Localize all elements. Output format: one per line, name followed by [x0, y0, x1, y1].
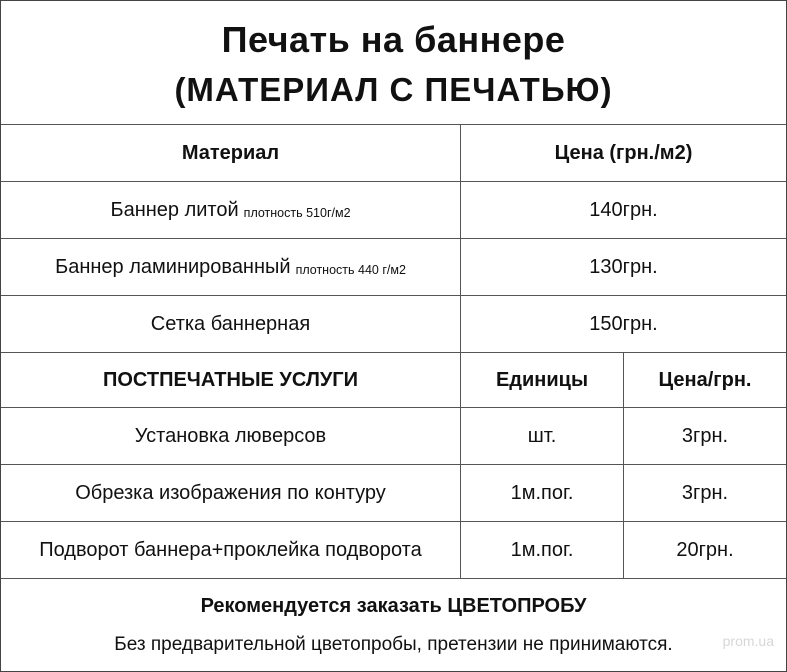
service-name: Подворот баннера+проклейка подворота	[1, 522, 461, 578]
material-row	[1, 182, 786, 239]
service-price: 3грн.	[681, 481, 729, 504]
material-price: 150грн.	[589, 312, 658, 335]
material-name-cell	[1, 296, 461, 352]
service-price: 20грн.	[676, 538, 734, 561]
proof-recommendation: Рекомендуется заказать ЦВЕТОПРОБУ	[200, 595, 587, 617]
claims-disclaimer: Без предварительной цветопробы, претензии не принимаются.	[114, 634, 673, 655]
material-name-cell	[1, 182, 461, 238]
service-name: Обрезка изображения по контуру	[1, 465, 461, 521]
material-name: Баннер ламинированный	[55, 255, 291, 278]
page-subtitle: (МАТЕРИАЛ С ПЕЧАТЬЮ)	[174, 71, 613, 108]
material-density: плотность 510г/м2	[243, 205, 351, 220]
watermark: prom.ua	[722, 633, 774, 649]
service-name: Установка люверсов	[1, 408, 461, 464]
units-column-header: Единицы	[461, 353, 624, 407]
services-header-row	[1, 353, 786, 408]
price-column-header: Цена (грн./м2)	[554, 141, 693, 164]
material-column-header: Материал	[1, 125, 461, 181]
material-row	[1, 239, 786, 296]
material-row	[1, 296, 786, 353]
page-title: Печать на баннере	[221, 19, 566, 60]
material-price: 130грн.	[589, 255, 658, 278]
service-row	[1, 522, 786, 579]
materials-header-row	[1, 125, 786, 182]
service-unit: 1м.пог.	[461, 522, 624, 578]
title-block	[1, 1, 786, 125]
material-name: Сетка баннерная	[150, 312, 311, 335]
service-row	[1, 465, 786, 522]
service-price-column-header: Цена/грн.	[658, 368, 752, 391]
material-name-cell	[1, 239, 461, 295]
service-unit: 1м.пог.	[461, 465, 624, 521]
service-row	[1, 408, 786, 465]
footer-block	[1, 579, 786, 656]
material-density: плотность 440 г/м2	[295, 262, 406, 277]
service-price: 3грн.	[681, 424, 729, 447]
material-price: 140грн.	[589, 198, 658, 221]
services-column-header: ПОСТПЕЧАТНЫЕ УСЛУГИ	[1, 353, 461, 407]
service-unit: шт.	[461, 408, 624, 464]
material-name: Баннер литой	[110, 198, 239, 221]
